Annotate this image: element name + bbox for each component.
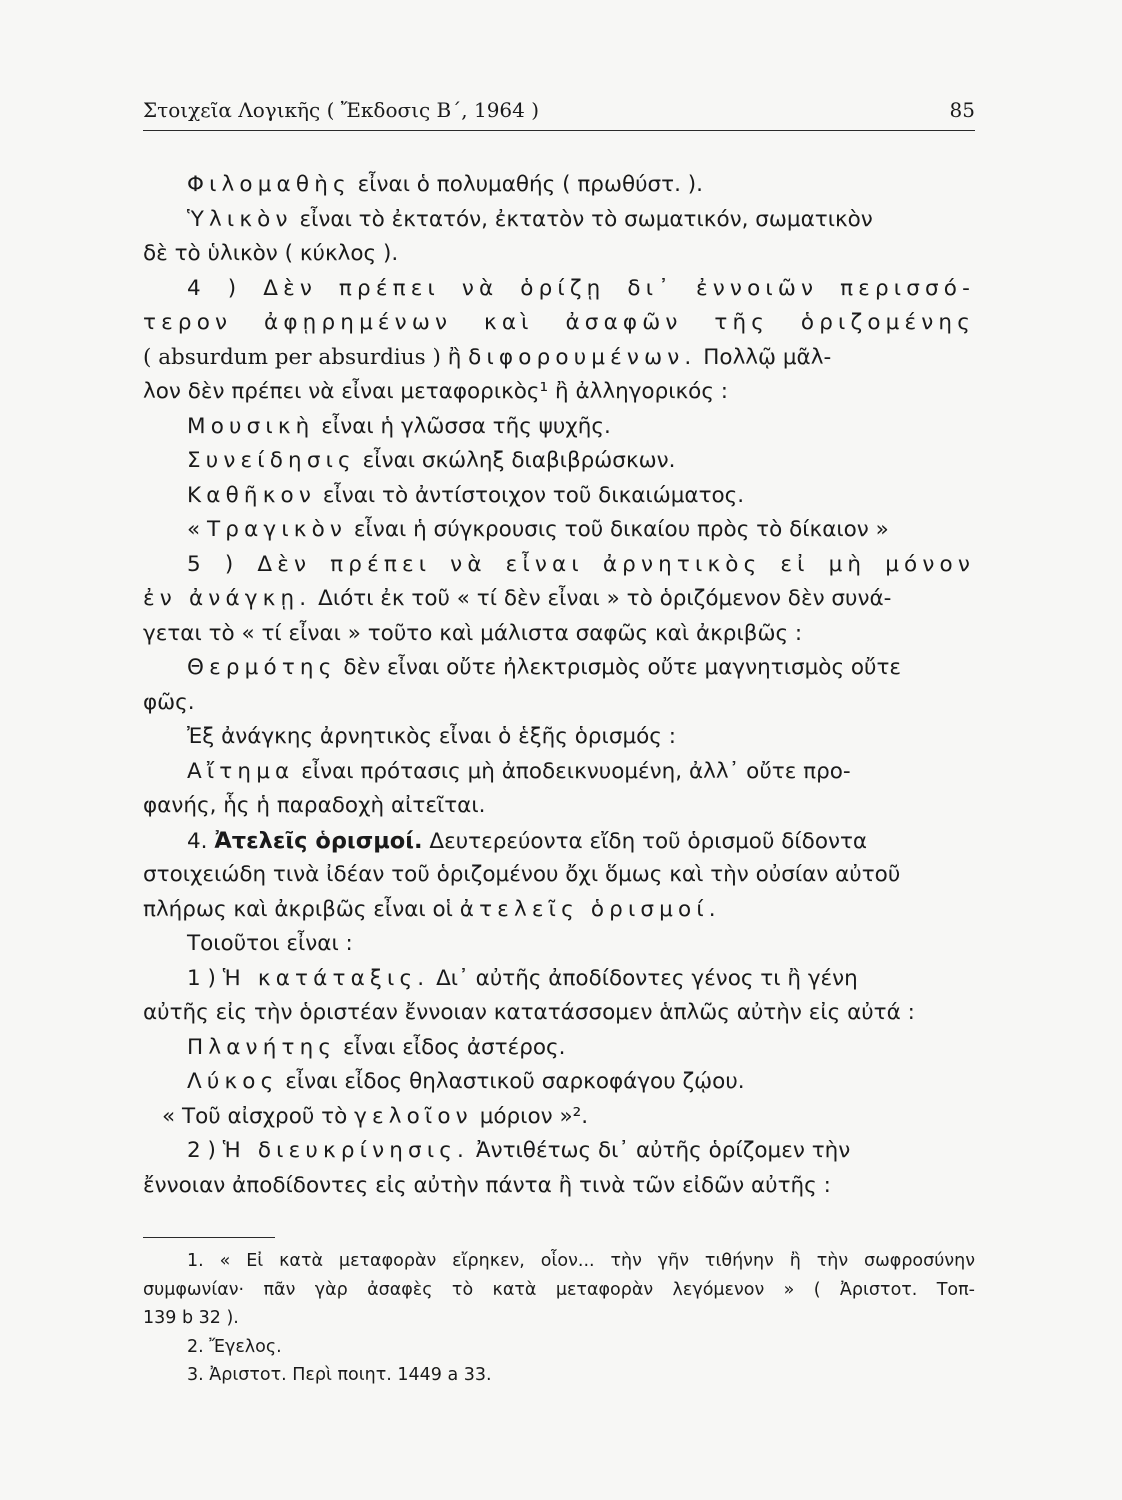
footnote-line xyxy=(143,1361,975,1390)
footnote-text: 2. Ἔγελος. xyxy=(187,1336,282,1357)
footnote-text: 3. Ἀριστοτ. Περὶ ποιητ. 1449 a 33. xyxy=(187,1365,492,1385)
text-line xyxy=(143,272,975,307)
item-title: Ἡ κατάταξις. xyxy=(222,965,430,991)
line-text: εἶναι ἡ σύγκρουσις τοῦ δικαίου πρὸς τὸ δίκαιον » xyxy=(347,517,889,542)
line-text: εἶναι εἶδος θηλαστικοῦ σαρκοφάγου ζῴου. xyxy=(278,1069,745,1094)
text-line xyxy=(143,1100,975,1135)
line-text: Ἐξ ἀνάγκης ἀρνητικὸς εἶναι ὁ ἑξῆς ὁρισμός : xyxy=(187,724,676,749)
line-text: Πολλῷ μᾶλ- xyxy=(696,344,832,370)
text-line xyxy=(143,306,975,341)
text-line xyxy=(143,720,975,755)
line-text: στοιχειώδη τινὰ ἰδέαν τοῦ ὁριζομένου ὄχι ὅμως καὶ τὴν οὐσίαν αὐτοῦ xyxy=(143,862,901,887)
line-text: μόριον »². xyxy=(472,1103,589,1129)
section-number: 4. xyxy=(187,828,215,854)
text-line xyxy=(143,341,975,376)
body-text xyxy=(143,168,975,1203)
line-text: φῶς. xyxy=(143,689,195,715)
defined-term: Πλανήτης xyxy=(187,1034,337,1060)
line-text: εἶναι εἶδος ἀστέρος. xyxy=(336,1034,566,1060)
text-line xyxy=(143,1065,975,1100)
spaced-text: γελοῖον xyxy=(354,1103,473,1129)
text-line xyxy=(143,927,975,962)
text-line xyxy=(143,582,975,617)
rule-statement: 5 ) Δὲν πρέπει νὰ εἶναι ἀρνητικὸς εἰ μὴ μόνον xyxy=(187,551,975,577)
footnotes xyxy=(143,1247,975,1390)
line-text: εἶναι ὁ πολυμαθής ( πρωθύστ. ). xyxy=(350,172,704,197)
defined-term: Θερμότης xyxy=(187,655,337,680)
text-line xyxy=(143,1031,975,1066)
line-text: « xyxy=(187,517,207,542)
line-text: Δευτερεύοντα εἴδη τοῦ ὁρισμοῦ δίδοντα xyxy=(422,828,868,854)
line-text: εἶναι πρότασις μὴ ἀποδεικνυομένη, ἀλλ᾽ οὔτε προ- xyxy=(294,758,851,784)
text-line xyxy=(143,651,975,686)
text-line xyxy=(143,410,975,445)
line-text: ἢ xyxy=(440,344,469,370)
line-text: Διότι ἐκ τοῦ « τί δὲν εἶναι » τὸ ὁριζόμενον δὲν συνά- xyxy=(311,586,892,611)
text-line xyxy=(143,824,975,859)
defined-term: Μουσικὴ xyxy=(187,413,315,439)
page-number: 85 xyxy=(949,98,975,122)
section-heading: Ἀτελεῖς ὁρισμοί. xyxy=(214,827,423,854)
footnote-line xyxy=(143,1333,975,1362)
text-line xyxy=(143,168,975,203)
defined-term: Ὑλικὸν xyxy=(187,206,293,232)
defined-term: Αἴτημα xyxy=(187,758,295,784)
text-line xyxy=(143,548,975,583)
text-line xyxy=(143,1169,975,1204)
text-line xyxy=(143,893,975,928)
text-line xyxy=(143,203,975,238)
running-head xyxy=(143,94,975,128)
footnote-line xyxy=(143,1247,975,1276)
footnote-text: συμφωνίαν· πᾶν γὰρ ἀσαφὲς τὸ κατὰ μεταφορὰν λεγόμενον » ( Ἀριστοτ. Τοπ- xyxy=(143,1279,975,1300)
footnote-line xyxy=(143,1304,975,1333)
text-line xyxy=(143,686,975,721)
text-line xyxy=(143,755,975,790)
line-text: λον δὲν πρέπει νὰ εἶναι μεταφορικὸς¹ ἢ ἀλληγορικός : xyxy=(143,379,729,404)
line-text: Δι᾽ αὐτῆς ἀποδίδοντες γένος τι ἢ γένη xyxy=(429,965,858,991)
line-text: δὲ τὸ ὑλικὸν ( κύκλος ). xyxy=(143,241,399,266)
text-line xyxy=(143,479,975,514)
defined-term: Φιλομαθὴς xyxy=(187,172,351,197)
line-text: « Τοῦ αἰσχροῦ τὸ xyxy=(162,1103,355,1129)
footnote-line xyxy=(143,1276,975,1305)
text-line xyxy=(143,617,975,652)
spaced-text: ἐν ἀνάγκῃ. xyxy=(143,586,312,611)
text-line xyxy=(143,962,975,997)
running-title: Στοιχεῖα Λογικῆς ( Ἔκδοσις Β΄, 1964 ) xyxy=(143,98,540,122)
line-text: εἶναι σκώληξ διαβιβρώσκων. xyxy=(355,448,676,473)
header-rule xyxy=(143,130,975,131)
text-line xyxy=(143,375,975,410)
text-line xyxy=(143,513,975,548)
line-text: φανής, ἧς ἡ παραδοχὴ αἰτεῖται. xyxy=(143,793,486,818)
spaced-text: διφορουμένων. xyxy=(468,344,697,370)
text-line xyxy=(143,444,975,479)
line-text: ἔννοιαν ἀποδίδοντες εἰς αὐτὴν πάντα ἢ τινὰ τῶν εἰδῶν αὐτῆς : xyxy=(143,1172,831,1198)
line-text: Τοιοῦτοι εἶναι : xyxy=(187,931,353,956)
item-number: 1 ) xyxy=(187,965,223,991)
line-text: εἶναι τὸ ἐκτατόν, ἐκτατὸν τὸ σωματικόν, σωματικὸν xyxy=(292,206,873,232)
text-line xyxy=(143,1134,975,1169)
line-text: εἶναι ἡ γλῶσσα τῆς ψυχῆς. xyxy=(314,413,611,439)
footnote-rule xyxy=(143,1237,275,1238)
footnote-text: 1. « Εἰ κατὰ μεταφορὰν εἴρηκεν, οἷον... τὴν γῆν τιθήνην ἢ τὴν σωφροσύνην xyxy=(187,1251,975,1271)
defined-term: Συνείδησις xyxy=(187,448,356,473)
line-text: δὲν εἶναι οὔτε ἠλεκτρισμὸς οὔτε μαγνητισμὸς οὔτε xyxy=(336,655,902,680)
footnote-text: 139 b 32 ). xyxy=(143,1308,239,1328)
defined-term: Λύκος xyxy=(187,1069,279,1094)
line-text: πλήρως καὶ ἀκριβῶς εἶναι οἱ xyxy=(143,896,460,922)
rule-statement: τερον ἀφῃρημένων καὶ ἀσαφῶν τῆς ὁριζομένης xyxy=(143,310,975,335)
text-line xyxy=(143,237,975,272)
line-text: αὐτῆς εἰς τὴν ὁριστέαν ἔννοιαν κατατάσσομεν ἁπλῶς αὐτὴν εἰς αὐτά : xyxy=(143,1000,915,1025)
rule-statement: 4 ) Δὲν πρέπει νὰ ὁρίζῃ δι᾽ ἐννοιῶν περισσό- xyxy=(187,275,975,301)
spaced-text: ἀτελεῖς ὁρισμοί. xyxy=(459,896,721,922)
text-line xyxy=(143,858,975,893)
defined-term: Τραγικὸν xyxy=(207,517,348,542)
line-text: εἶναι τὸ ἀντίστοιχον τοῦ δικαιώματος. xyxy=(316,482,745,508)
item-number: 2 ) xyxy=(187,1138,223,1163)
line-text: γεται τὸ « τί εἶναι » τοῦτο καὶ μάλιστα σαφῶς καὶ ἀκριβῶς : xyxy=(143,620,803,646)
latin-phrase: ( absurdum per absurdius ) xyxy=(143,344,441,370)
item-title: Ἡ διευκρίνησις. xyxy=(222,1138,470,1163)
defined-term: Καθῆκον xyxy=(187,482,317,508)
text-line xyxy=(143,789,975,824)
text-line xyxy=(143,996,975,1031)
line-text: Ἀντιθέτως δι᾽ αὐτῆς ὁρίζομεν τὴν xyxy=(469,1138,851,1163)
